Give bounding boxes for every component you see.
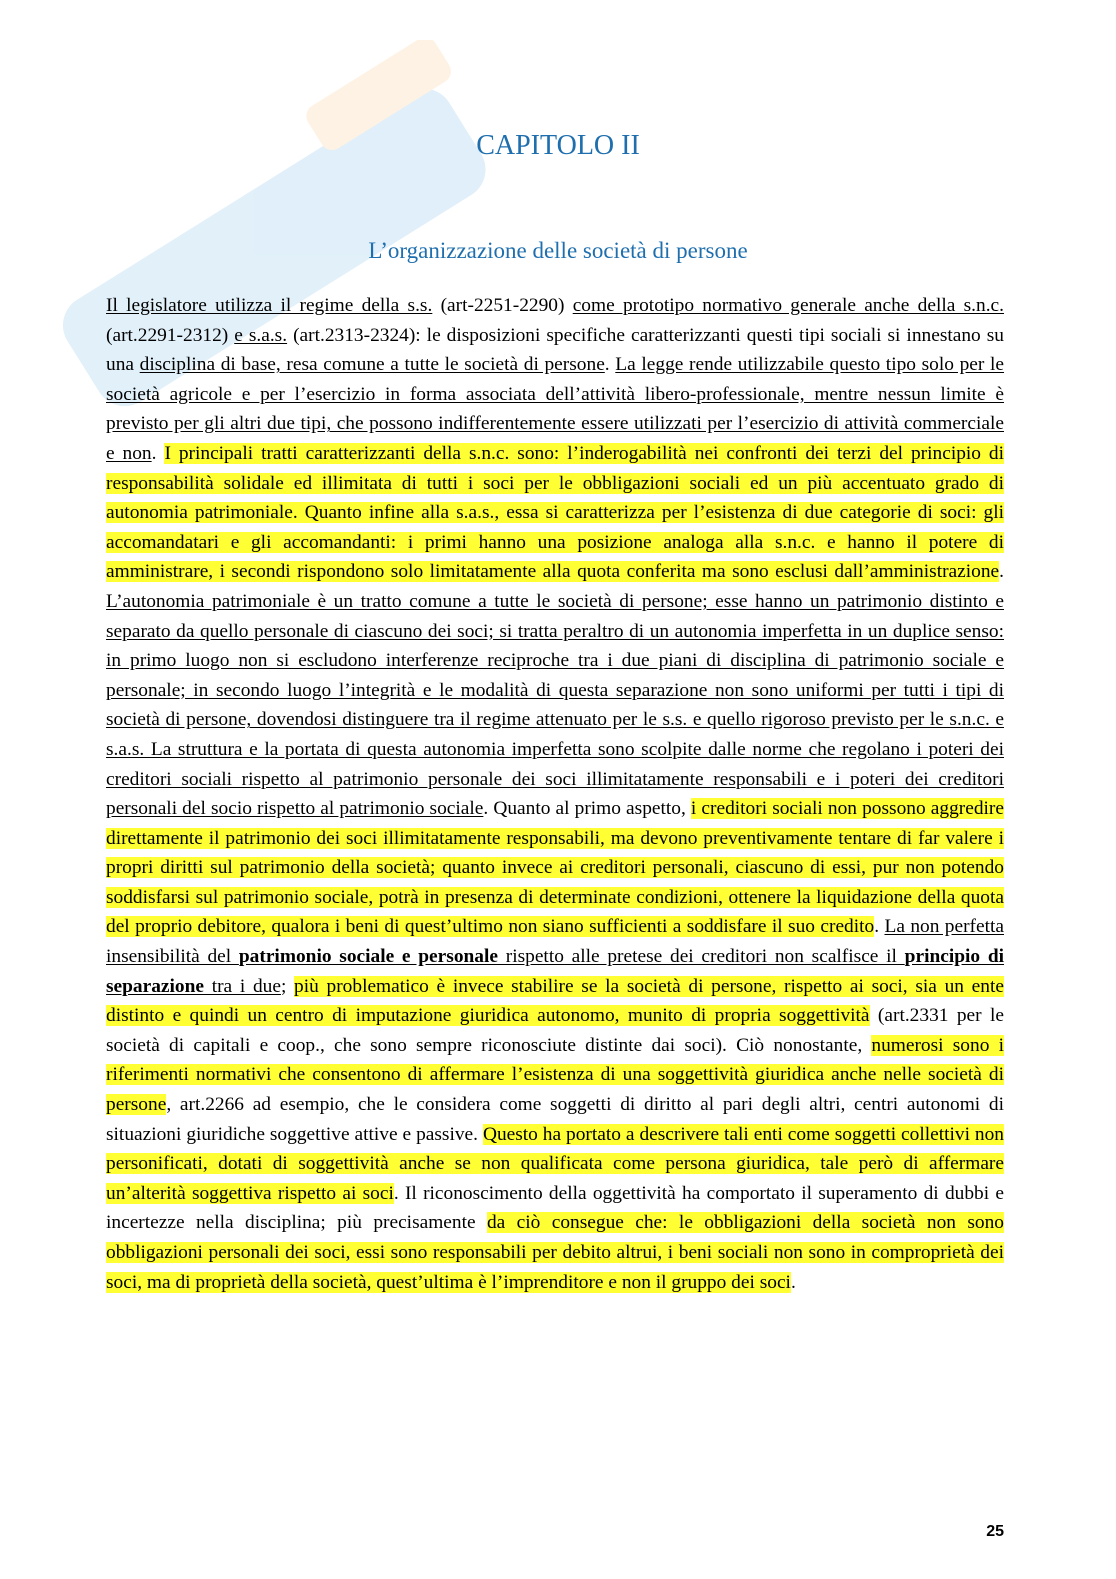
text-highlighted: numerosi sono i riferimenti normativi che consentono di affermare l’esistenza di una soggettività giuridica anche nelle società di persone — [106, 1034, 1004, 1116]
text-underlined: e s.a.s. — [234, 324, 288, 346]
text-plain: . — [790, 1271, 796, 1293]
text-highlighted: i creditori sociali non possono aggredire direttamente il patrimonio dei soci illimitatamente responsabili, ma devono preventivamente tentare di far valere i propri diritti sul patrimonio della società; quanto invece ai creditori personali, ciascuno di essi, pur non potendo soddisfarsi sul patrimonio sociale, potrà in presenza di determinate condizioni, ottenere la liquidazione della quota del proprio debitore, qualora i beni di quest’ultimo non siano sufficienti a soddisfare il suo credito — [106, 798, 1004, 938]
section-title: L’organizzazione delle società di persone — [368, 238, 748, 263]
text-underlined: tra i due — [204, 975, 281, 997]
body-paragraph — [106, 291, 1004, 1297]
text-plain: (art.2291-2312) — [106, 324, 235, 346]
text-underlined-bold: patrimonio sociale e personale — [238, 946, 498, 968]
text-plain: (art-2251-2290) — [432, 295, 573, 316]
text-plain: , art.2266 ad esempio, che le considera come soggetti di diritto al pari degli altri, centri autonomi di situazioni giuridiche soggettive attive e passive. — [106, 1094, 1004, 1145]
text-plain: . — [604, 354, 616, 376]
text-underlined-bold: principio di separazione — [106, 946, 1005, 997]
text-underlined: rispetto alle pretese dei creditori non scalfisce il — [498, 946, 905, 968]
text-underlined: come prototipo normativo generale anche della s.n.c. — [572, 295, 1005, 316]
text-plain: ; — [280, 975, 295, 997]
text-underlined: La non perfetta insensibilità del — [106, 916, 1004, 968]
chapter-title: CAPITOLO II — [476, 130, 640, 161]
text-plain: . — [874, 916, 885, 938]
text-underlined: L’autonomia patrimoniale è un tratto comune a tutte le società di persone; esse hanno un patrimonio distinto e separato da quello personale di ciascuno dei soci; si tratta peraltro di un autonomia imperfetta in un duplice senso: in primo luogo non si escludono interferenze reciproche tra i due piani di disciplina di patrimonio sociale e personale; in secondo luogo l’integrità e le modalità di questa separazione non sono uniformi per tutti i tipi di società di persone, dovendosi distinguere tra il regime attenuato per le s.s. e quello rigoroso previsto per le s.n.c. e s.a.s. La struttura e la portata di questa autonomia imperfetta sono scolpite dalle norme che regolano i poteri dei creditori sociali rispetto al patrimonio personale dei soci illimitatamente responsabili e i poteri dei creditori personali del socio rispetto al patrimonio sociale — [106, 590, 1004, 820]
text-highlighted: Questo ha portato a descrivere tali enti come soggetti collettivi non personificati, dotati di soggettività anche se non qualificata come persona giuridica, tale però di affermare un’alterità soggettiva rispetto ai soci — [106, 1123, 1004, 1204]
text-plain: . — [151, 442, 165, 464]
text-highlighted: da ciò consegue che: le obbligazioni della società non sono obbligazioni personali dei soci, essi sono responsabili per debito altrui, i beni sociali non sono in comproprietà dei soci, ma di proprietà della società, quest’ultima è l’imprenditore e non il gruppo dei soci — [106, 1212, 1004, 1293]
text-plain: . Quanto al primo aspetto, — [483, 798, 691, 820]
text-underlined: disciplina di base, resa comune a tutte le società di persone — [139, 354, 605, 376]
text-plain: (art.2313-2324): le disposizioni specifiche caratterizzanti questi tipi sociali si innestano su una — [106, 324, 1004, 376]
text-underlined: La legge rende utilizzabile questo tipo solo per le società agricole e per l’esercizio in forma associata dell’attività libero-professionale, mentre nessun limite è previsto per gli altri due tipi, che possono indifferentemente essere utilizzati per l’esercizio di attività commerciale e non — [106, 354, 1004, 464]
text-plain: . — [999, 561, 1004, 583]
text-underlined: Il legislatore utilizza il regime della s.s. — [106, 295, 433, 316]
text-highlighted: I principali tratti caratterizzanti della s.n.c. sono: l’inderogabilità nei confronti dei terzi del principio di responsabilità solidale ed illimitata di tutti i soci per le obbligazioni sociali ed un più accentuato grado di autonomia patrimoniale. Quanto infine alla s.a.s., essa si caratterizza per l’esistenza di due categorie di soci: gli accomandatari e gli accomandanti: i primi hanno una posizione analoga alla s.n.c. e hanno il potere di amministrare, i secondi rispondono solo limitatamente alla quota conferita ma sono esclusi dall’amministrazione — [106, 442, 1005, 583]
text-plain: . Il riconoscimento della oggettività ha comportato il superamento di dubbi e incertezze nella disciplina; più precisamente — [106, 1182, 1004, 1234]
page-number: 25 — [986, 1523, 1004, 1540]
text-highlighted: più problematico è invece stabilire se la società di persone, rispetto ai soci, sia un ente distinto e quindi un centro di imputazione giuridica autonomo, munito di propria soggettività — [106, 975, 1004, 1027]
text-plain: (art.2331 per le società di capitali e coop., che sono sempre riconosciute distinte dai soci). Ciò nonostante, — [106, 1005, 1004, 1056]
